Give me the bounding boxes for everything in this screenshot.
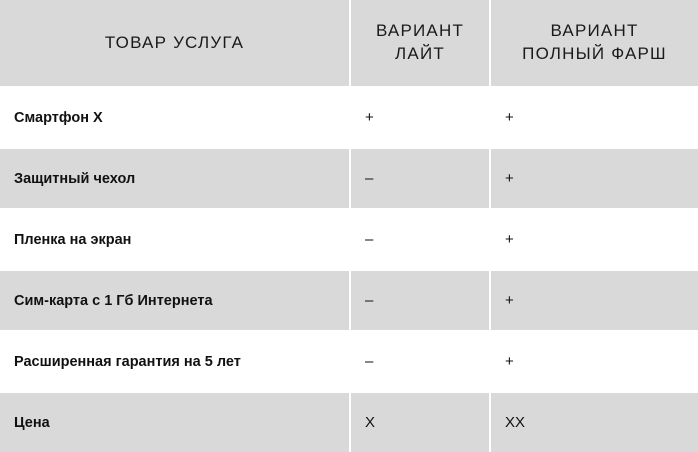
column-header-variant-full-line-1: ВАРИАНТ (550, 21, 639, 41)
row-value-light: – (350, 209, 490, 270)
row-value-full: + (490, 209, 698, 270)
row-value-light: + (350, 87, 490, 148)
table-body (0, 87, 698, 452)
row-value-full: + (490, 331, 698, 392)
row-value-light: – (350, 331, 490, 392)
column-header-variant-light (350, 0, 490, 87)
column-header-variant-full (490, 0, 698, 87)
row-label: Пленка на экран (0, 209, 350, 270)
table-header-row (0, 0, 698, 87)
table-header (0, 0, 698, 87)
row-label: Смартфон Х (0, 87, 350, 148)
row-label: Защитный чехол (0, 148, 350, 209)
table-row (0, 270, 698, 331)
table-row (0, 209, 698, 270)
row-value-full: + (490, 270, 698, 331)
column-header-variant-light-line-2: ЛАЙТ (395, 44, 445, 63)
column-header-variant-full-line-2: ПОЛНЫЙ ФАРШ (522, 44, 667, 63)
table-row (0, 331, 698, 392)
table-row (0, 87, 698, 148)
column-header-variant-light-line-1: ВАРИАНТ (375, 21, 465, 41)
row-value-light: – (350, 148, 490, 209)
column-header-product-service (0, 0, 350, 87)
table-row (0, 148, 698, 209)
column-header-product-service-line-1: ТОВАР УСЛУГА (104, 32, 245, 52)
row-value-light: Х (350, 392, 490, 452)
row-value-light: – (350, 270, 490, 331)
row-label: Сим-карта с 1 Гб Интернета (0, 270, 350, 331)
row-label: Расширенная гарантия на 5 лет (0, 331, 350, 392)
row-value-full: + (490, 148, 698, 209)
row-label: Цена (0, 392, 350, 452)
row-value-full: ХХ (490, 392, 698, 452)
table-row (0, 392, 698, 452)
row-value-full: + (490, 87, 698, 148)
